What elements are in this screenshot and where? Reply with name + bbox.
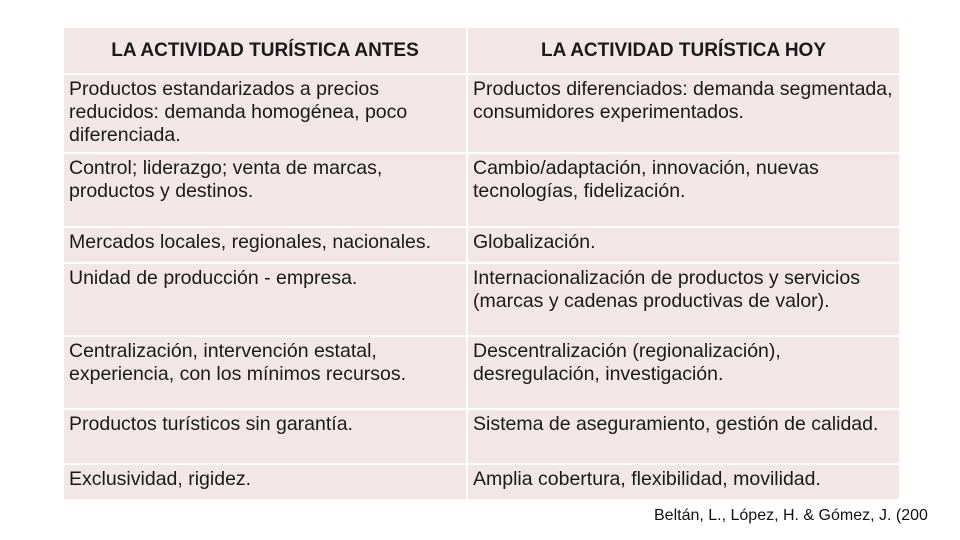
table-row xyxy=(63,227,900,263)
comparison-table-container xyxy=(62,26,899,497)
table-row xyxy=(63,464,900,500)
header-hoy: LA ACTIVIDAD TURÍSTICA HOY xyxy=(467,27,900,74)
cell-antes: Mercados locales, regionales, nacionales. xyxy=(63,227,467,263)
cell-antes: Productos turísticos sin garantía. xyxy=(63,409,467,464)
header-antes: LA ACTIVIDAD TURÍSTICA ANTES xyxy=(63,27,467,74)
cell-hoy: Cambio/adaptación, innovación, nuevas tecnologías, fidelización. xyxy=(467,153,900,227)
cell-hoy: Descentralización (regionalización), desregulación, investigación. xyxy=(467,336,900,409)
table-header-row xyxy=(63,27,900,74)
cell-antes: Productos estandarizados a precios reducidos: demanda homogénea, poco diferenciada. xyxy=(63,74,467,153)
cell-hoy: Internacionalización de productos y servicios (marcas y cadenas productivas de valor). xyxy=(467,263,900,336)
comparison-table xyxy=(62,26,901,501)
cell-antes: Centralización, intervención estatal, experiencia, con los mínimos recursos. xyxy=(63,336,467,409)
cell-hoy: Sistema de aseguramiento, gestión de calidad. xyxy=(467,409,900,464)
citation: Beltán, L., López, H. & Gómez, J. (200 xyxy=(654,507,928,524)
cell-hoy: Amplia cobertura, flexibilidad, movilidad. xyxy=(467,464,900,500)
cell-hoy: Globalización. xyxy=(467,227,900,263)
table-row xyxy=(63,409,900,464)
cell-antes: Control; liderazgo; venta de marcas, productos y destinos. xyxy=(63,153,467,227)
table-row xyxy=(63,263,900,336)
cell-hoy: Productos diferenciados: demanda segmentada, consumidores experimentados. xyxy=(467,74,900,153)
table-row xyxy=(63,153,900,227)
cell-antes: Exclusividad, rigidez. xyxy=(63,464,467,500)
table-row xyxy=(63,74,900,153)
cell-antes: Unidad de producción - empresa. xyxy=(63,263,467,336)
table-row xyxy=(63,336,900,409)
